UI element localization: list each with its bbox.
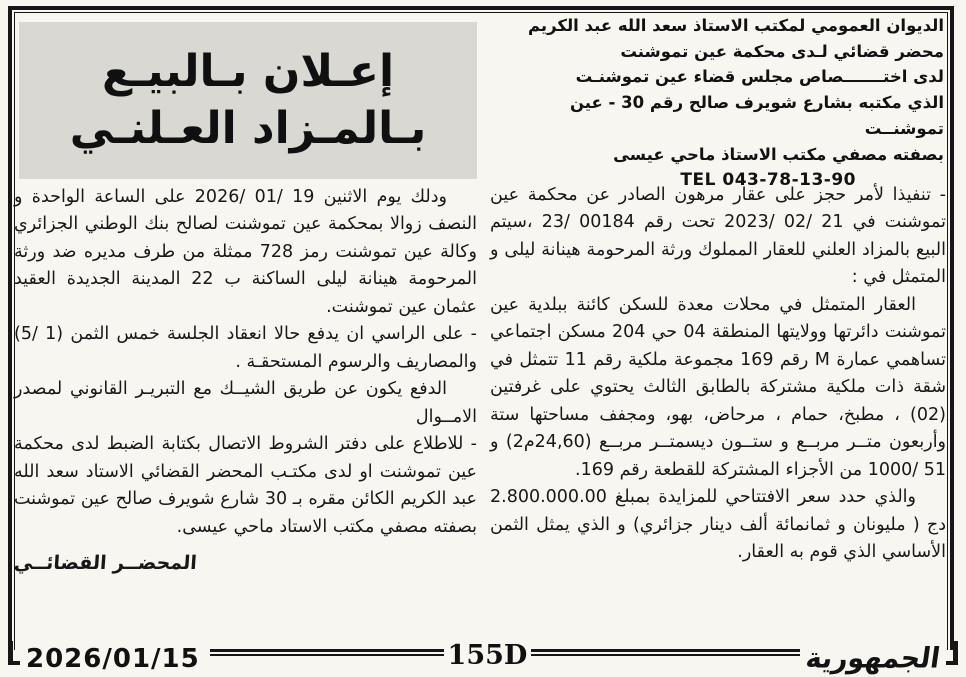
frame-corner-right [946,641,958,665]
paragraph-terms-consultation: - للاطلاع على دفتر الشروط الاتصال بكتابة الضبط لدى محكمة عين تموشنت او لدى مكتـب المحضر القضائي الاستاد سعد الله عبد الكريم الكائن مقره بـ 30 شارع شويرف صالح عين تموشنت بصفته مصفي مكتب الاستاد ماحي عيسى. [14,434,477,537]
ad-title-block [19,22,477,179]
header-line-bailiff: محضر قضائي لـدى محكمة عين تموشنت [620,41,944,61]
divider-rule-right [531,649,800,656]
frame-corner-left [8,641,20,665]
phone-number: TEL 043-78-13-90 [680,170,856,191]
header-line-capacity: بصفته مصفي مكتب الاستاذ ماحي عيسى [613,144,944,164]
header-line-jurisdiction: لدى اختـــــــصاص مجلس قضاء عين تموشنـت [575,67,944,87]
header-line-office: الديوان العمومي لمكتب الاستاذ سعد الله عبد الكريم [527,16,944,35]
newspaper-logo: الجمهورية [803,641,943,675]
paragraph-seizure-order: - تنفيذا لأمر حجز على عقار مرهون الصادر عن محكمة عين تموشنت في 21 /02 /2023 تحت رقم 00184 /23 ،سيتم البيع بالمزاد العلني للعقار المملوك ورثة المرحومة هينانة ليلى و المتمثل في : [490,185,946,288]
body-column-right [490,182,946,567]
publication-date: 2026/01/15 [26,644,200,674]
paragraph-opening-price: والذي حدد سعر الافتتاحي للمزايدة بمبلغ 2.800.000.00 دج ( مليونان و ثمانمائة ألف دينار جزائري) و الذي يمثل الثمن الأساسي الذي قوم به العقار. [490,487,946,563]
body-column-left [14,184,477,579]
paragraph-property-description: العقار المتمثل في محلات معدة للسكن كائنة ببلدية عين تموشنت دائرتها وولايتها المنطقة 04 حي 204 مسكن اجتماعي تساهمي عمارة M رقم 169 مجموعة ملكية رقم 11 تتمثل في شقة ذات ملكية مشتركة بالطابق الثالث يحتوي على غرفتين (02) ، مطبخ، حمام ، مرحاض، بهو، ومجفف مساحتها ستة وأربعون متــر مربــع و ستــون ديسمتــر مربــع (24,60م2) و 51 /1000 من الأجزاء المشتركة للقطعة رقم 169. [490,294,947,480]
ad-reference-code: 155D [447,639,528,671]
footer-bar [8,640,958,674]
bailiff-signature: المحضــر القضائــي [13,552,198,575]
ad-title-line1: إعـلان بـالبيـع [101,46,395,98]
header-line-address: الذي مكتبه بشارع شويرف صالح رقم 30 - عين تموشنــت [569,93,944,138]
bailiff-office-header [492,13,944,194]
divider-rule-left [210,649,444,656]
paragraph-auction-date: ودلك يوم الاثنين 19 /01 /2026 على الساعة الواحدة و النصف زوالا بمحكمة عين تموشنت لصالح بنك الوطني الجزائري وكالة عين تموشنت رمز 728 ممثلة من طرف مديره ضد ورثة المرحومة هينانة ليلى الساكنة ب 22 المدينة الجديدة العقيد عثمان عين تموشنت. [14,187,478,317]
ad-title-line2: بـالمـزاد العـلنـي [69,102,427,154]
paragraph-payment-fifth: - على الراسي ان يدفع حالا انعقاد الجلسة خمس الثمن (1 /5) والمصاريف والرسوم المستحقـة . [14,324,477,372]
paragraph-payment-method: الدفع يكون عن طريق الشيــك مع التبريـر القانوني لمصدر الامــوال [14,379,477,427]
